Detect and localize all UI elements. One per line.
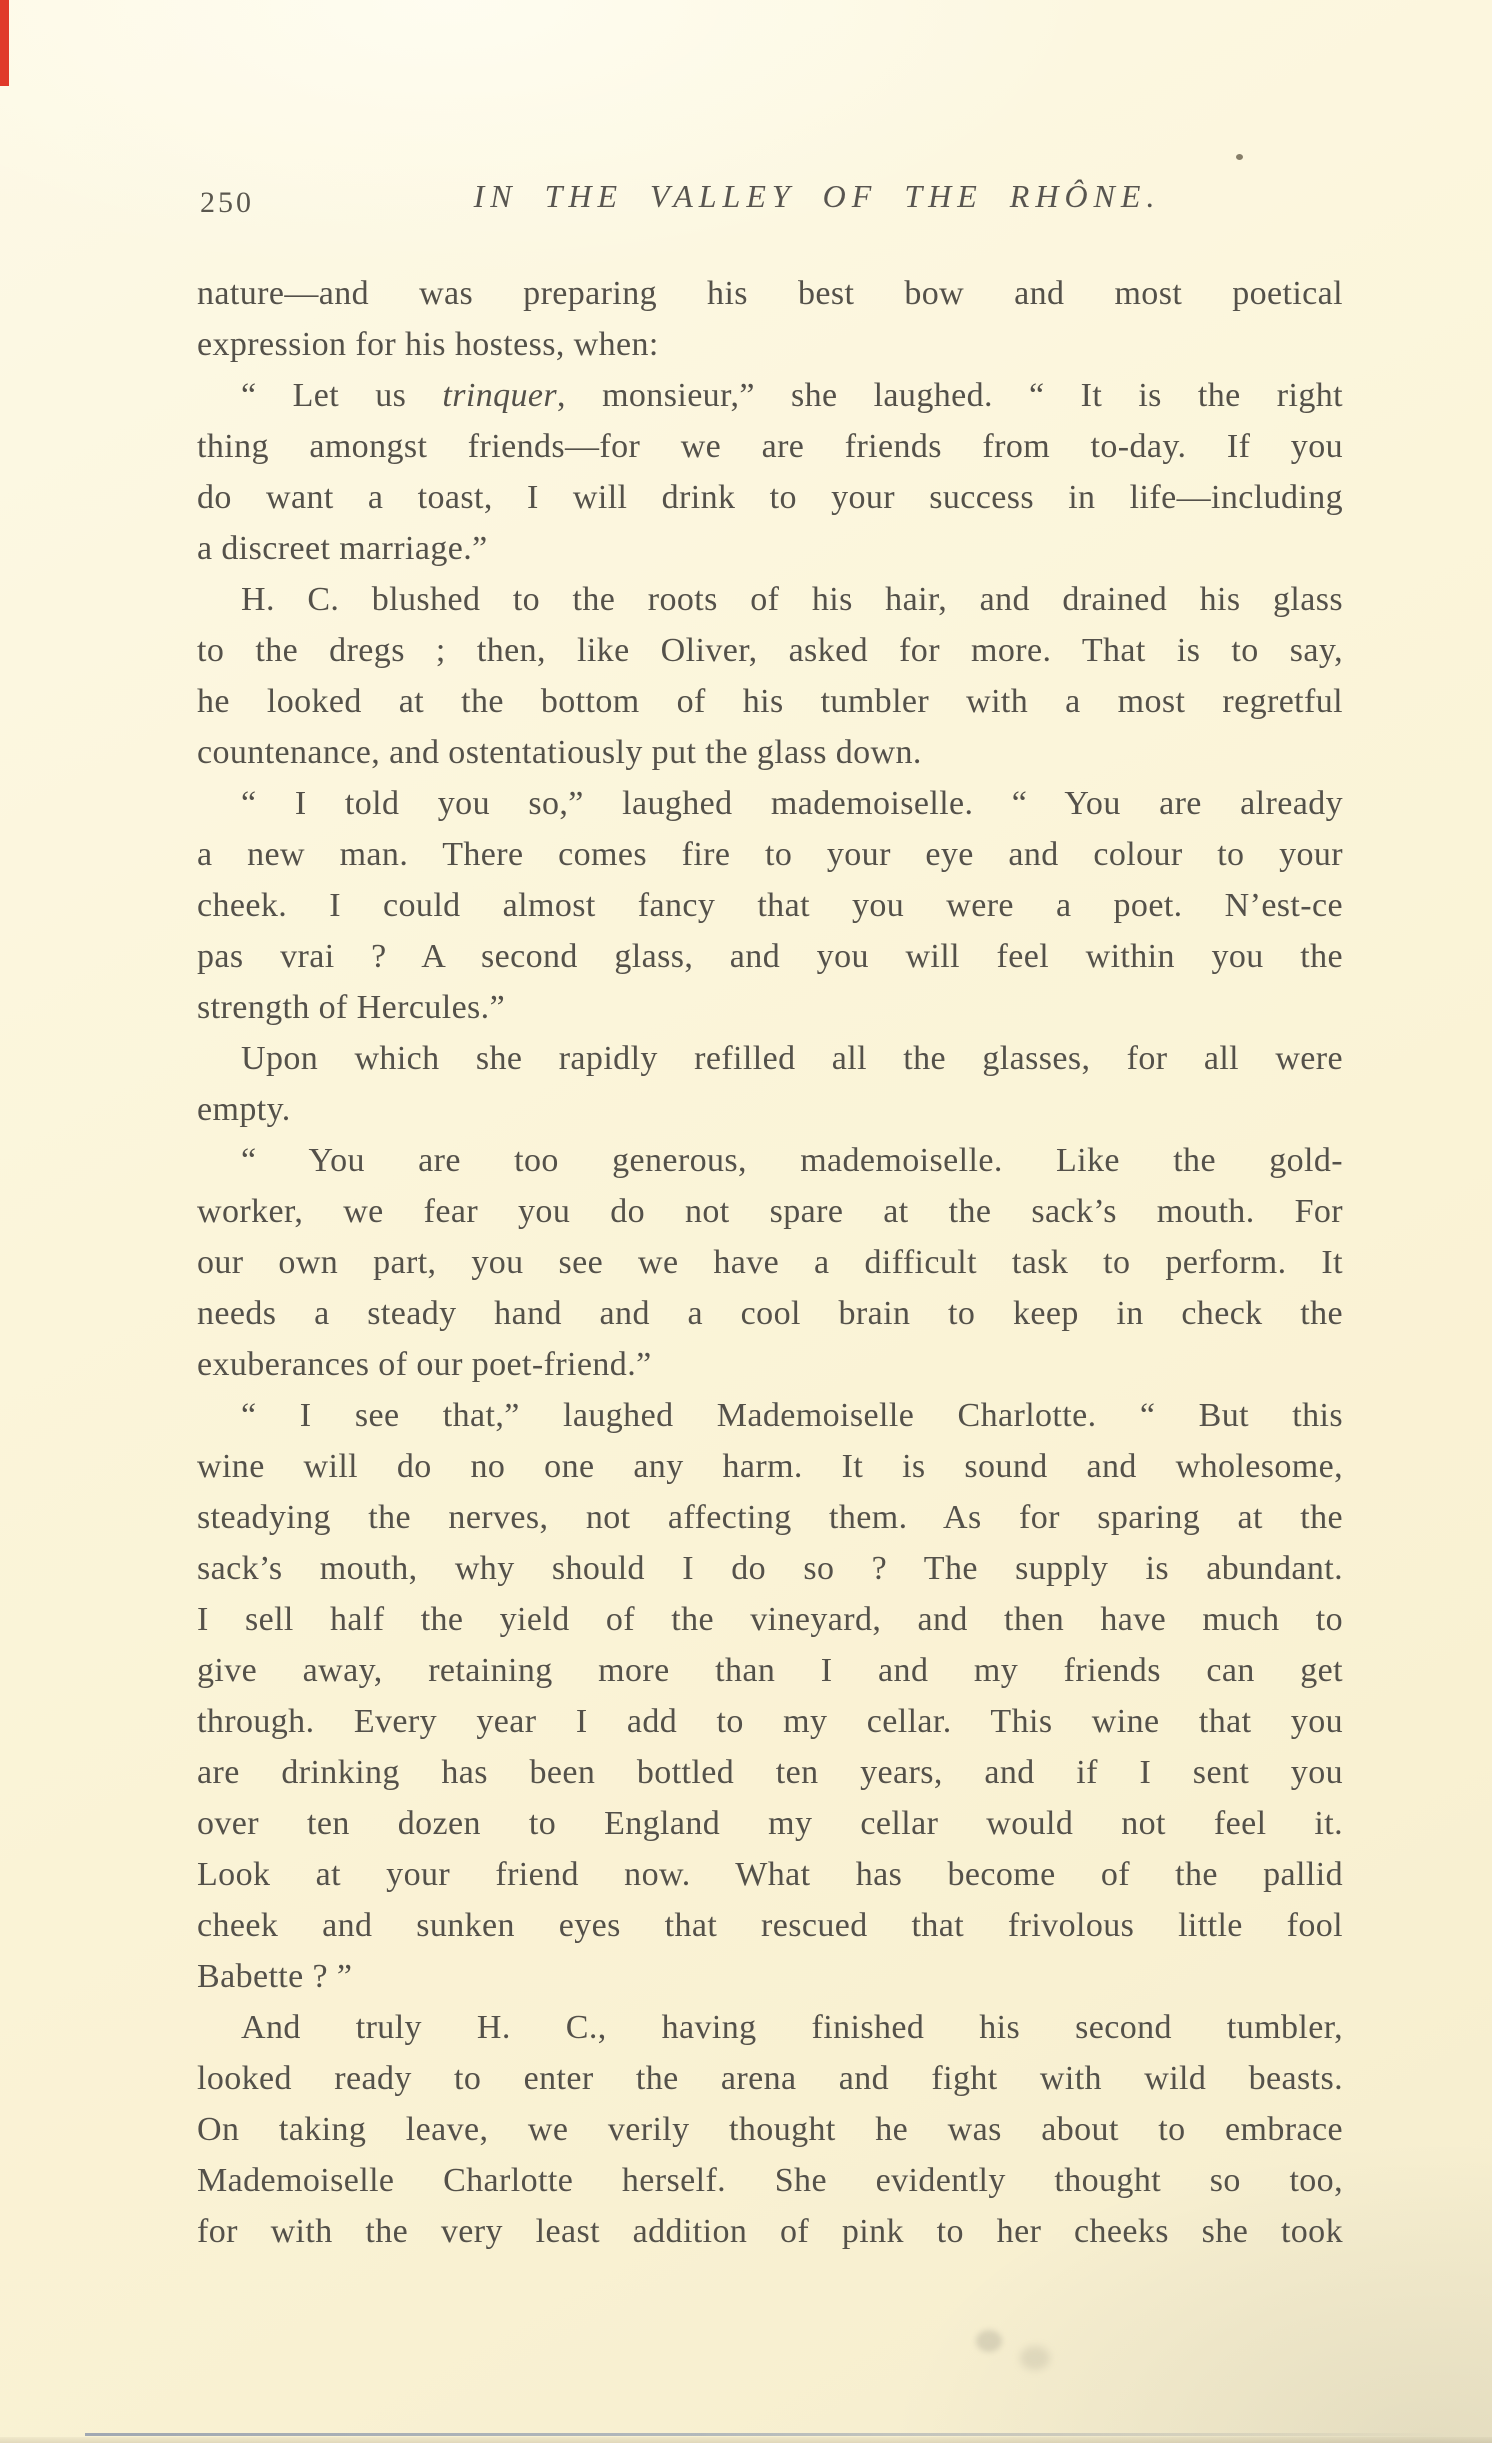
page-number: 250: [200, 186, 254, 219]
running-title: IN THE VALLEY OF THE RHÔNE.: [473, 178, 1161, 214]
text-line: a new man. There comes fire to your eye and colour to your: [197, 836, 1343, 873]
text-line: exuberances of our poet-friend.”: [197, 1346, 652, 1383]
text-block: [197, 268, 1343, 2257]
text-line: are drinking has been bottled ten years, and if I sent you: [197, 1754, 1343, 1791]
scan-artifact-bottom-shadow: [0, 2437, 1492, 2443]
text-line: over ten dozen to England my cellar would not feel it.: [197, 1805, 1343, 1842]
text-line: looked ready to enter the arena and fight with wild beasts.: [197, 2060, 1343, 2097]
text-line: sack’s mouth, why should I do so ? The supply is abundant.: [197, 1550, 1343, 1587]
text-line: On taking leave, we verily thought he was about to embrace: [197, 2111, 1343, 2148]
text-line: cheek. I could almost fancy that you were a poet. N’est-ce: [197, 887, 1343, 924]
scan-artifact-bottom-line: [85, 2433, 1445, 2436]
text-line: Upon which she rapidly refilled all the glasses, for all were: [241, 1040, 1343, 1077]
text-line: to the dregs ; then, like Oliver, asked for more. That is to say,: [197, 632, 1343, 669]
text-line: strength of Hercules.”: [197, 989, 506, 1026]
text-line: pas vrai ? A second glass, and you will feel within you the: [197, 938, 1343, 975]
text-line: Mademoiselle Charlotte herself. She evidently thought so too,: [197, 2162, 1343, 2199]
text-line: nature—and was preparing his best bow and most poetical: [197, 275, 1343, 312]
text-line: our own part, you see we have a difficult task to perform. It: [197, 1244, 1343, 1281]
scan-artifact-smudge: [1020, 2346, 1050, 2370]
text-line: needs a steady hand and a cool brain to keep in check the: [197, 1295, 1343, 1332]
text-line: Look at your friend now. What has become of the pallid: [197, 1856, 1343, 1893]
text-line: cheek and sunken eyes that rescued that frivolous little fool: [197, 1907, 1343, 1944]
text-line: “ Let us trinquer, monsieur,” she laughed. “ It is the right: [241, 377, 1343, 414]
text-line: H. C. blushed to the roots of his hair, and drained his glass: [241, 581, 1343, 618]
text-line: give away, retaining more than I and my friends can get: [197, 1652, 1343, 1689]
text-line: countenance, and ostentatiously put the glass down.: [197, 734, 922, 771]
page-header: [197, 178, 1437, 226]
text-line: Babette ? ”: [197, 1958, 353, 1995]
text-line: for with the very least addition of pink to her cheeks she took: [197, 2213, 1343, 2250]
text-line: empty.: [197, 1091, 291, 1128]
text-line: “ You are too generous, mademoiselle. Like the gold-: [241, 1142, 1343, 1179]
text-line: thing amongst friends—for we are friends from to-day. If you: [197, 428, 1343, 465]
text-line: “ I see that,” laughed Mademoiselle Charlotte. “ But this: [241, 1397, 1343, 1434]
text-line: worker, we fear you do not spare at the sack’s mouth. For: [197, 1193, 1343, 1230]
text-line: expression for his hostess, when:: [197, 326, 659, 363]
text-line: steadying the nerves, not affecting them. As for sparing at the: [197, 1499, 1343, 1536]
text-line: wine will do no one any harm. It is sound and wholesome,: [197, 1448, 1343, 1485]
scan-artifact-red-mark: [0, 0, 9, 86]
text-line: through. Every year I add to my cellar. This wine that you: [197, 1703, 1343, 1740]
text-line: I sell half the yield of the vineyard, and then have much to: [197, 1601, 1343, 1638]
text-line: a discreet marriage.”: [197, 530, 488, 567]
text-line: do want a toast, I will drink to your success in life—including: [197, 479, 1343, 516]
text-line: And truly H. C., having finished his second tumbler,: [241, 2009, 1343, 2046]
text-line: “ I told you so,” laughed mademoiselle. “ You are already: [241, 785, 1343, 822]
scan-artifact-speck: [1236, 154, 1243, 160]
scan-artifact-smudge: [976, 2330, 1002, 2352]
text-line: he looked at the bottom of his tumbler with a most regretful: [197, 683, 1343, 720]
